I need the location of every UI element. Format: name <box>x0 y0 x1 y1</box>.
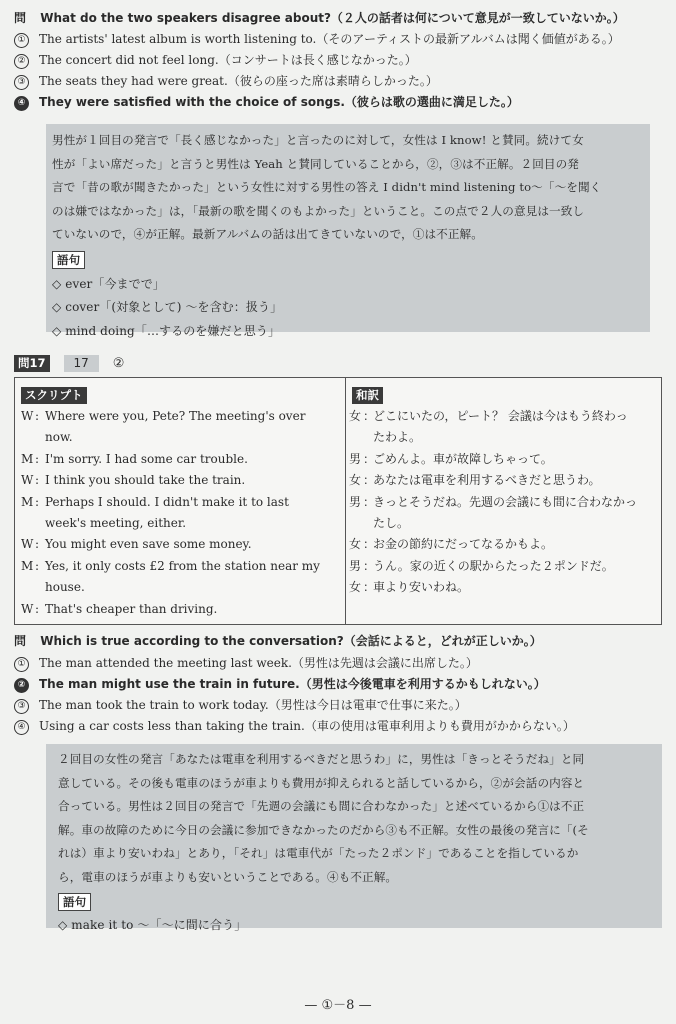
q17-prompt-text: Which is true according to the conversation?（会話によると，どれが正しいか。） <box>40 634 542 648</box>
text-line: ら，電車のほうが車よりも安いということである。④も不正解。 <box>58 869 398 884</box>
q17-number: 17 <box>64 355 99 372</box>
text-line: ◇ ever「今までで」 <box>52 276 165 291</box>
option-text: The man took the train to work today.（男性は今日は電車で仕事に来た。） <box>39 698 467 712</box>
speaker-separator: ： <box>363 409 376 423</box>
speaker-label: 男 <box>349 451 362 466</box>
utterance-text: きっとそうだね。先週の会議にも間に合わなかっ <box>373 494 638 509</box>
script-line <box>21 427 339 448</box>
utterance-text: ごめんよ。車が故障しちゃって。 <box>373 451 553 466</box>
option-item <box>14 653 575 674</box>
q16-label: 問 <box>14 11 27 25</box>
text-line: れは）車より安いわね」とあり，「それ」は電車代が「たった２ポンド」であることを指しているか <box>58 846 579 861</box>
script-line <box>349 577 657 598</box>
q17-prompt <box>14 632 542 649</box>
utterance-text: week's meeting, either. <box>45 516 187 531</box>
script-line <box>349 534 657 555</box>
option-item <box>14 92 620 113</box>
q17-vocab-label: 語句 <box>58 893 91 911</box>
text-line: 言で「昔の歌が聞きたかった」という女性に対する男性の答え I didn't mind listening to～「～を聞く <box>52 180 602 195</box>
speaker-label: 男 <box>349 494 362 509</box>
speaker-label: 女 <box>349 537 362 552</box>
option-text: The concert did not feel long.（コンサートは長く感じなかった。） <box>39 53 417 67</box>
script-english <box>21 406 339 620</box>
script-line <box>349 513 657 534</box>
utterance-text: 車より安いわね。 <box>373 580 470 595</box>
script-line <box>349 556 657 577</box>
script-line <box>349 406 657 427</box>
q16-prompt <box>14 9 625 26</box>
speaker-separator: : <box>35 409 40 423</box>
speaker-separator: : <box>35 537 40 552</box>
utterance-text: now. <box>45 430 73 445</box>
q16-explanation-box <box>46 124 650 338</box>
script-label: スクリプト <box>21 387 87 404</box>
option-item <box>14 716 575 737</box>
speaker-label: W <box>21 537 34 552</box>
speaker-separator: : <box>35 558 40 573</box>
utterance-text: お金の節約にだってなるかもよ。 <box>373 537 554 552</box>
script-line <box>21 449 339 470</box>
speaker-label: W <box>21 409 34 423</box>
text-line: 合っている。男性は２回目の発言で「先週の会議にも間に合わなかった」と述べているから①は不正 <box>58 799 585 814</box>
script-line <box>21 513 339 534</box>
script-line <box>21 599 339 620</box>
text-line: 性が「よい席だった」と言うと男性は Yeah と賛同していることから，②，③は不正解。２回目の発 <box>52 156 579 171</box>
q16-vocab-list <box>52 273 650 344</box>
option-text: They were satisfied with the choice of songs.（彼らは歌の選曲に満足した。） <box>39 95 519 109</box>
option-number-icon: ③ <box>14 75 29 90</box>
utterance-text: うん。家の近くの駅からたった２ポンドだ。 <box>373 558 614 573</box>
script-line <box>21 556 339 577</box>
speaker-separator: : <box>35 494 40 509</box>
q17-explanation <box>58 748 662 890</box>
utterance-text: house. <box>45 580 85 595</box>
text-line: ◇ make it to ～「～に間に合う」 <box>58 918 247 933</box>
utterance-text: That's cheaper than driving. <box>45 601 218 616</box>
utterance-text: Where were you, Pete? The meeting's over <box>45 409 306 423</box>
option-number-icon: ① <box>14 33 29 48</box>
speaker-separator: ： <box>363 558 376 573</box>
text-line: ていないので，④が正解。最新アルバムの話は出てきていないので，①は不正解。 <box>52 227 483 242</box>
speaker-label: W <box>21 473 34 488</box>
option-text: The man might use the train in future.（男性は今後電車を利用するかもしれない。） <box>39 677 546 691</box>
speaker-label: 男 <box>349 558 362 573</box>
q17-label: 問17 <box>14 355 50 372</box>
q16-prompt-text: What do the two speakers disagree about?（２人の話者は何について意見が一致していないか。） <box>40 11 625 25</box>
option-number-icon: ④ <box>14 720 29 735</box>
script-line <box>349 492 657 513</box>
q17-prompt-label: 問 <box>14 634 27 648</box>
q17-vocab-list <box>58 914 662 938</box>
speaker-separator: ： <box>363 494 376 509</box>
script-line <box>21 470 339 491</box>
option-item <box>14 29 620 50</box>
utterance-text: Yes, it only costs £2 from the station near my <box>45 558 320 573</box>
speaker-label: M <box>21 451 34 466</box>
text-line: のは嫌ではなかった」は，「最新の歌を聞くのもよかった」ということ。この点で２人の意見は一致し <box>52 203 585 218</box>
script-line <box>21 406 339 427</box>
text-line: 意している。その後も電車のほうが車よりも費用が抑えられると話しているから，②が会話の内容と <box>58 775 585 790</box>
option-number-icon: ② <box>14 54 29 69</box>
speaker-separator: ： <box>363 537 376 552</box>
script-box <box>14 377 662 625</box>
speaker-label: M <box>21 558 34 573</box>
option-number-icon: ③ <box>14 699 29 714</box>
q17-answer: ② <box>112 356 125 371</box>
utterance-text: たわよ。 <box>373 430 422 445</box>
speaker-separator: ： <box>363 580 376 595</box>
option-item <box>14 71 620 92</box>
script-line <box>21 534 339 555</box>
speaker-label: W <box>21 601 34 616</box>
option-text: Using a car costs less than taking the train.（車の使用は電車利用よりも費用がかからない。） <box>39 719 575 733</box>
speaker-separator: ： <box>363 451 376 466</box>
text-line: ◇ cover「(対象として) ～を含む：扱う」 <box>52 300 283 315</box>
option-item <box>14 674 575 695</box>
speaker-separator: : <box>35 473 40 488</box>
utterance-text: You might even save some money. <box>45 537 252 552</box>
utterance-text: たし。 <box>373 516 410 531</box>
speaker-label: M <box>21 494 34 509</box>
script-line <box>21 492 339 513</box>
script-japanese <box>349 406 657 599</box>
text-line: 解。車の故障のために今日の会議に参加できなかったのだから③も不正解。女性の最後の発言に「(そ <box>58 822 589 837</box>
option-text: The man attended the meeting last week.（男性は先週は会議に出席した。） <box>39 656 478 670</box>
q16-vocab-label: 語句 <box>52 251 85 269</box>
q16-options <box>14 29 620 113</box>
option-number-icon: ④ <box>14 96 29 111</box>
column-divider <box>345 378 346 624</box>
text-line: 男性が１回目の発言で「長く感じなかった」と言ったのに対して，女性は I know! と賛同。続けて女 <box>52 133 584 147</box>
translation-label: 和訳 <box>352 387 383 404</box>
option-number-icon: ② <box>14 678 29 693</box>
speaker-separator: ： <box>363 473 376 488</box>
script-line <box>349 449 657 470</box>
q16-explanation <box>52 129 650 247</box>
q17-options <box>14 653 575 737</box>
utterance-text: I'm sorry. I had some car trouble. <box>45 451 248 466</box>
utterance-text: I think you should take the train. <box>45 473 246 488</box>
speaker-label: 女 <box>349 580 362 595</box>
utterance-text: Perhaps I should. I didn't make it to last <box>45 494 289 509</box>
speaker-label: 女 <box>349 409 362 423</box>
speaker-label: 女 <box>349 473 362 488</box>
utterance-text: あなたは電車を利用するべきだと思うわ。 <box>373 473 601 488</box>
utterance-text: どこにいたの，ピート？ 会議は今はもう終わっ <box>373 409 628 423</box>
q17-explanation-box <box>46 744 662 933</box>
text-line: ◇ mind doing「…するのを嫌だと思う」 <box>52 323 281 338</box>
script-line <box>349 470 657 491</box>
text-line: ２回目の女性の発言「あなたは電車を利用するべきだと思うわ」に，男性は「きっとそうだね」と同 <box>58 752 585 766</box>
option-text: The seats they had were great.（彼らの座った席は素晴らしかった。） <box>39 74 438 88</box>
option-item <box>14 695 575 716</box>
option-number-icon: ① <box>14 657 29 672</box>
script-line <box>349 427 657 448</box>
q17-header <box>14 355 124 372</box>
script-line <box>21 577 339 598</box>
speaker-separator: : <box>35 451 40 466</box>
speaker-separator: : <box>35 601 40 616</box>
page-number: — ①－8 — <box>304 998 372 1013</box>
option-text: The artists' latest album is worth listening to.（そのアーティストの最新アルバムは聞く価値がある。） <box>39 32 620 46</box>
option-item <box>14 50 620 71</box>
